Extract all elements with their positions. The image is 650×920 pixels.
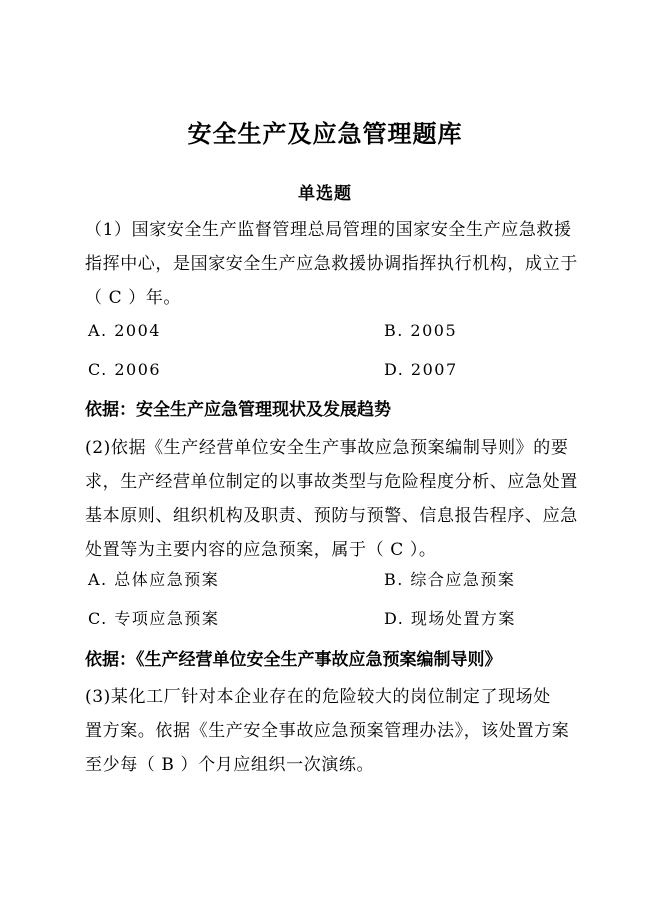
- option-a: A. 2004: [88, 321, 161, 340]
- option-c: C. 专项应急预案: [88, 609, 220, 628]
- question-line: 指挥中心，是国家安全生产应急救援协调指挥执行机构，成立于: [85, 254, 578, 274]
- question-line: (2)依据《生产经营单位安全生产事故应急预案编制导则》的要: [85, 438, 569, 458]
- option-a: A. 总体应急预案: [88, 570, 220, 589]
- question-2: [85, 431, 578, 567]
- option-c: C. 2006: [88, 360, 162, 379]
- question-1: [85, 213, 578, 315]
- question-3: [85, 680, 573, 782]
- page-title: 安全生产及应急管理题库: [187, 120, 463, 148]
- question-line: (3)某化工厂针对本企业存在的危险较大的岗位制定了现场处: [85, 687, 551, 707]
- section-title: 单选题: [298, 184, 352, 204]
- option-d: D. 2007: [384, 360, 458, 379]
- question-line: 处置等为主要内容的应急预案，属于（ C ）。: [85, 540, 437, 560]
- option-d: D. 现场处置方案: [384, 609, 516, 628]
- question-line: （1）国家安全生产监督管理总局管理的国家安全生产应急救援: [85, 220, 572, 240]
- question-line: 求，生产经营单位制定的以事故类型与危险程度分析、应急处置: [85, 472, 578, 492]
- question-line: 置方案。依据《生产安全事故应急预案管理办法》，该处置方案: [85, 721, 570, 741]
- question-line: 至少每（ B ）个月应组织一次演练。: [85, 755, 375, 775]
- question-line: 基本原则、组织机构及职责、预防与预警、信息报告程序、应急: [85, 506, 578, 526]
- option-b: B. 综合应急预案: [384, 570, 516, 589]
- question-line: （ C ）年。: [85, 288, 182, 308]
- basis-2: 依据：《生产经营单位安全生产事故应急预案编制导则》: [85, 650, 502, 670]
- basis-1: 依据：安全生产应急管理现状及发展趋势: [85, 400, 391, 420]
- option-b: B. 2005: [384, 321, 458, 340]
